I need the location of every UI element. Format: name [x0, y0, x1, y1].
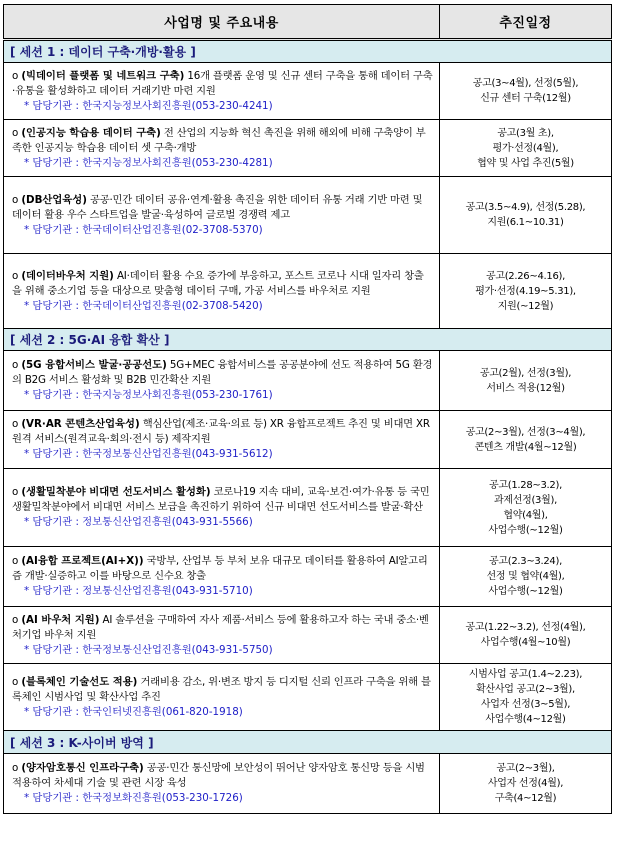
schedule-table-wrapper	[3, 4, 611, 814]
schedule-line: 사업수행(4월~10월)	[480, 637, 571, 648]
schedule-cell	[440, 547, 612, 607]
table-row	[4, 63, 612, 120]
managing-agency: * 담당기관 : 한국지능정보사회진흥원(053-230-4241)	[24, 99, 273, 112]
program-summary: 핵심산업(제조·교육·의료 등) XR 융합프로젝트 추진 및 비대면 XR 원격 서비스(원격교육·회의·전시 등) 제작지원	[12, 418, 430, 445]
schedule-line: 공고(2.26~4.16),	[485, 270, 565, 282]
program-summary: 16개 플랫폼 운영 및 신규 센터 구축을 통해 데이터 구축·유통을 활성화하고 데이터 거래기반 마련 지원	[12, 69, 433, 97]
schedule-line: 지원(~12월)	[497, 300, 554, 312]
schedule-cell	[440, 254, 612, 329]
program-summary: 5G+MEC 융합서비스를 공공분야에 선도 적용하여 5G 환경의 B2G 서비스 활성화 및 B2B 민간확산 지원	[12, 359, 433, 386]
program-name: (생활밀착분야 비대면 선도서비스 활성화)	[21, 486, 211, 498]
bullet-marker: o	[12, 269, 19, 282]
schedule-line: 지원(6.1~10.31)	[487, 217, 564, 228]
table-row	[4, 411, 612, 469]
schedule-cell	[440, 177, 612, 254]
table-header-row	[4, 5, 612, 40]
program-schedule-table	[3, 4, 612, 814]
schedule-line: 공고(3월 초),	[497, 127, 554, 139]
schedule-line: 과제선정(3월),	[494, 494, 557, 506]
program-name: (인공지능 학습용 데이터 구축)	[21, 126, 161, 139]
program-name: (AI 바우처 지원)	[21, 613, 100, 626]
program-description-cell	[4, 177, 440, 254]
table-row	[4, 547, 612, 607]
header-schedule-column: 추진일정	[440, 5, 612, 40]
schedule-line: 사업자 선정(3~5월),	[480, 699, 571, 710]
section-title: [ 세션 1 : 데이터 구축·개방·활용 ]	[4, 40, 612, 63]
program-name: (AI융합 프로젝트(AI+X))	[21, 555, 144, 567]
program-description-cell	[4, 607, 440, 664]
managing-agency: * 담당기관 : 한국지능정보사회진흥원(053-230-1761)	[24, 389, 273, 401]
bullet-marker: o	[12, 69, 19, 82]
table-row	[4, 469, 612, 547]
section-row	[4, 40, 612, 63]
schedule-cell	[440, 411, 612, 469]
managing-agency: * 담당기관 : 한국정보통신산업진흥원(043-931-5750)	[24, 643, 273, 656]
bullet-marker: o	[12, 613, 19, 626]
schedule-line: 공고(2~3월), 선정(3~4월),	[465, 426, 586, 438]
schedule-cell	[440, 664, 612, 731]
schedule-cell	[440, 120, 612, 177]
schedule-cell	[440, 607, 612, 664]
schedule-cell	[440, 63, 612, 120]
bullet-marker: o	[12, 555, 19, 567]
table-row	[4, 351, 612, 411]
schedule-line: 평가·선정(4월),	[492, 142, 559, 154]
schedule-line: 선정 및 협약(4월),	[486, 571, 565, 582]
program-description-cell	[4, 547, 440, 607]
schedule-line: 사업수행(4~12월)	[485, 714, 566, 725]
section-row	[4, 329, 612, 351]
table-row	[4, 177, 612, 254]
bullet-marker: o	[12, 193, 19, 206]
program-summary: 전 산업의 지능화 혁신 촉진을 위해 해외에 비해 구축양이 부족한 인공지능 학습용 데이터 셋 구축·개방	[12, 126, 426, 154]
program-name: (블록체인 기술선도 적용)	[21, 675, 138, 688]
program-summary: AI·데이터 활용 수요 증가에 부응하고, 포스트 코로나 시대 일자리 창출을 위해 중소기업 등을 대상으로 맞춤형 데이터 구매, 가공 서비스를 바우처로 지원	[12, 269, 424, 297]
bullet-marker: o	[12, 418, 19, 430]
program-description-cell	[4, 469, 440, 547]
table-row	[4, 607, 612, 664]
bullet-marker: o	[12, 762, 19, 774]
schedule-line: 협약 및 사업 추진(5월)	[477, 157, 574, 169]
program-name: (양자암호통신 인프라구축)	[21, 762, 144, 774]
schedule-line: 공고(3~4월), 선정(5월),	[472, 78, 579, 89]
managing-agency: * 담당기관 : 한국지능정보사회진흥원(053-230-4281)	[24, 156, 273, 169]
schedule-line: 신규 센터 구축(12월)	[480, 93, 571, 104]
managing-agency: * 담당기관 : 정보통신산업진흥원(043-931-5566)	[24, 516, 253, 528]
managing-agency: * 담당기관 : 한국데이터산업진흥원(02-3708-5420)	[24, 299, 263, 312]
program-summary: 공공·민간 통신망에 보안성이 뛰어난 양자암호 통신망 등을 시범적용하여 차세대 기술 및 관련 시장 육성	[12, 762, 425, 789]
schedule-cell	[440, 351, 612, 411]
schedule-line: 공고(2~3월),	[496, 763, 555, 774]
schedule-line: 공고(2.3~3.24),	[489, 556, 562, 567]
schedule-line: 공고(1.22~3.2), 선정(4월),	[465, 622, 586, 633]
schedule-line: 협약(4월),	[503, 509, 548, 521]
bullet-marker: o	[12, 359, 19, 371]
section-title: [ 세션 3 : K-사이버 방역 ]	[4, 731, 612, 754]
program-description-cell	[4, 63, 440, 120]
table-row	[4, 254, 612, 329]
program-description-cell	[4, 411, 440, 469]
managing-agency: * 담당기관 : 정보통신산업진흥원(043-931-5710)	[24, 585, 253, 597]
schedule-line: 공고(1.28~3.2),	[489, 479, 562, 491]
schedule-line: 사업수행(~12월)	[488, 524, 563, 536]
managing-agency: * 담당기관 : 한국정보화진흥원(053-230-1726)	[24, 792, 243, 804]
schedule-line: 사업자 선정(4월),	[487, 778, 564, 789]
section-row	[4, 731, 612, 754]
managing-agency: * 담당기관 : 한국정보통신산업진흥원(043-931-5612)	[24, 448, 273, 460]
program-name: (데이터바우처 지원)	[21, 269, 114, 282]
program-name: (5G 융합서비스 발굴·공공선도)	[21, 359, 167, 371]
schedule-cell	[440, 469, 612, 547]
bullet-marker: o	[12, 486, 19, 498]
program-summary: 국방부, 산업부 등 부처 보유 대규모 데이터를 활용하여 AI알고리즘 개발·실증하고 이를 바탕으로 신수요 창출	[12, 555, 428, 582]
schedule-line: 시범사업 공고(1.4~2.23),	[468, 669, 583, 680]
program-summary: 코로나19 지속 대비, 교육·보건·여가·유통 등 국민생활밀착분야에서 비대면 서비스 보급을 촉진하기 위하여 신규 비대면 선도서비스를 발굴·확산	[12, 486, 430, 513]
program-name: (VR·AR 콘텐츠산업육성)	[21, 418, 140, 430]
schedule-line: 확산사업 공고(2~3월),	[476, 684, 575, 695]
header-program-column: 사업명 및 주요내용	[4, 5, 440, 40]
schedule-line: 구축(4~12월)	[494, 793, 557, 804]
schedule-line: 서비스 적용(12월)	[486, 382, 565, 394]
program-description-cell	[4, 664, 440, 731]
managing-agency: * 담당기관 : 한국인터넷진흥원(061-820-1918)	[24, 705, 243, 718]
schedule-line: 공고(2월), 선정(3월),	[479, 367, 572, 379]
bullet-marker: o	[12, 126, 19, 139]
section-title: [ 세션 2 : 5G·AI 융합 확산 ]	[4, 329, 612, 351]
program-description-cell	[4, 120, 440, 177]
program-description-cell	[4, 351, 440, 411]
managing-agency: * 담당기관 : 한국데이터산업진흥원(02-3708-5370)	[24, 223, 263, 236]
schedule-line: 평가·선정(4.19~5.31),	[475, 285, 576, 297]
table-row	[4, 120, 612, 177]
program-summary: 거래비용 감소, 위·변조 방지 등 디지털 신뢰 인프라 구축을 위해 블록체인 시범사업 및 확산사업 추진	[12, 675, 431, 703]
program-summary: 공공·민간 데이터 공유·연계·활용 촉진을 위한 데이터 유통 거래 기반 마련 및 데이터 활용 우수 스타트업을 발굴·육성하여 글로벌 경쟁력 제고	[12, 193, 423, 221]
schedule-line: 사업수행(~12월)	[488, 586, 563, 597]
program-name: (DB산업육성)	[21, 193, 87, 206]
program-description-cell	[4, 754, 440, 814]
program-name: (빅데이터 플랫폼 및 네트워크 구축)	[21, 69, 185, 82]
bullet-marker: o	[12, 675, 19, 688]
table-row	[4, 754, 612, 814]
table-row	[4, 664, 612, 731]
schedule-cell	[440, 754, 612, 814]
schedule-line: 공고(3.5~4.9), 선정(5.28),	[465, 202, 586, 213]
schedule-line: 콘텐츠 개발(4월~12월)	[474, 441, 577, 453]
program-summary: AI 솔루션을 구매하여 자사 제품·서비스 등에 활용하고자 하는 국내 중소·벤처기업 바우처 지원	[12, 613, 429, 641]
program-description-cell	[4, 254, 440, 329]
